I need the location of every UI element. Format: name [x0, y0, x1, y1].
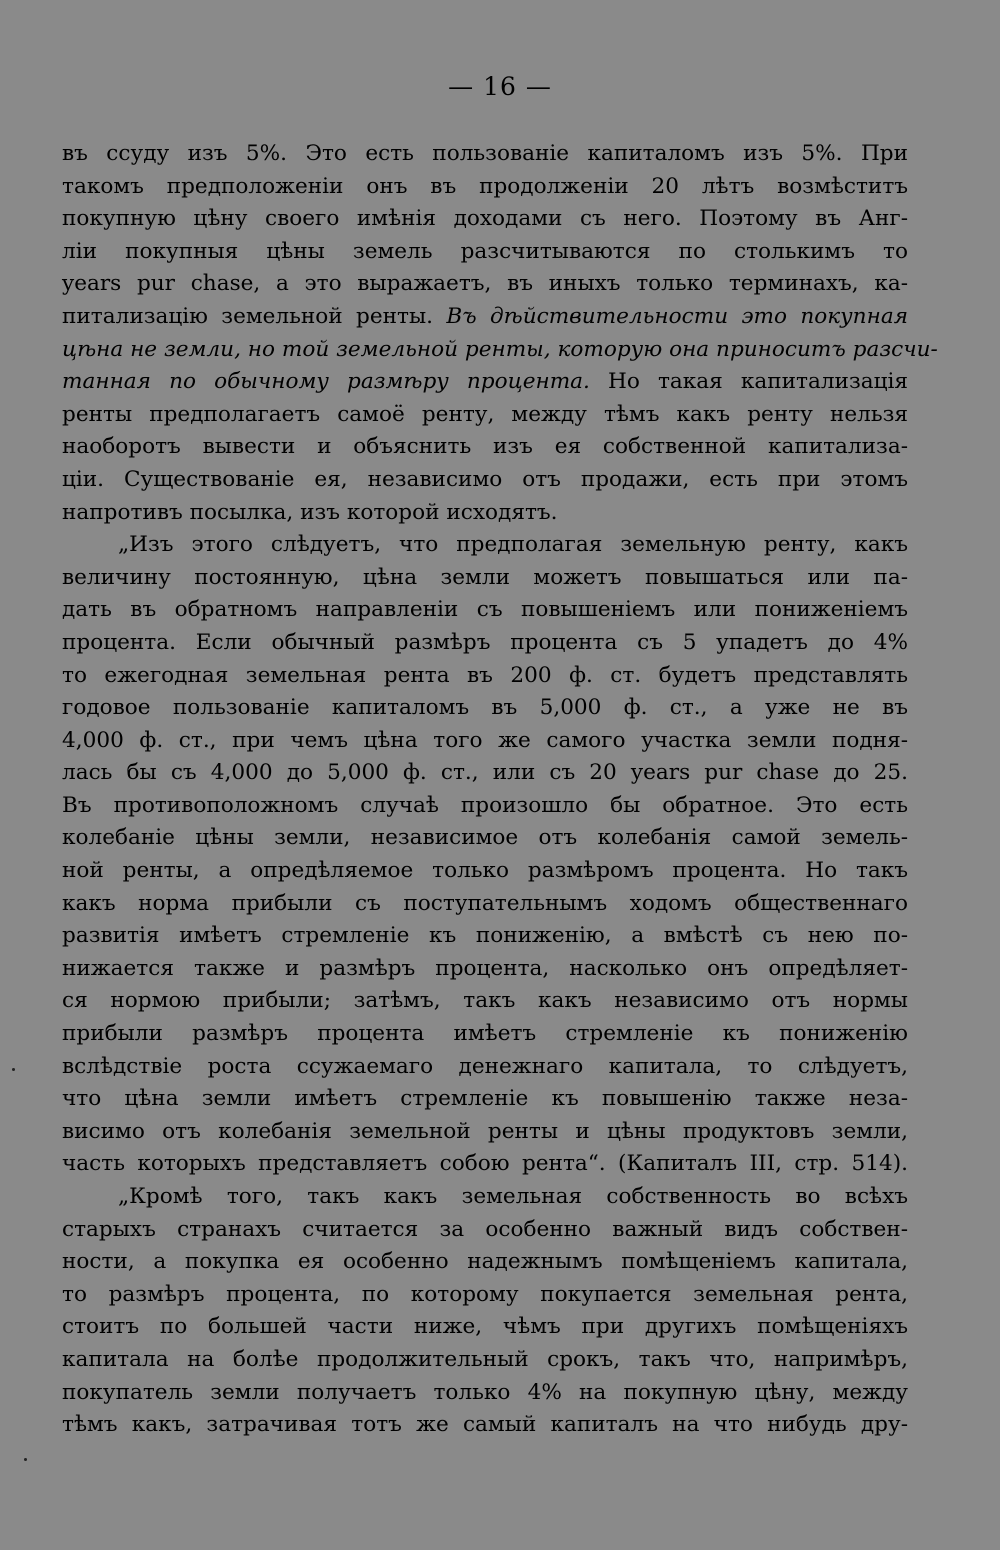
line-text: въ ссуду изъ 5%. Это есть пользованіе капиталомъ изъ 5%. При [62, 141, 908, 166]
line-text: такомъ предположеніи онъ въ продолженіи 20 лѣтъ возмѣститъ [62, 173, 908, 199]
text-line [62, 1051, 908, 1084]
line-text: вслѣдствіе роста ссужаемаго денежнаго капитала, то слѣдуетъ, [62, 1053, 908, 1079]
line-text: старыхъ странахъ считается за особенно важный видъ собствен- [62, 1216, 908, 1242]
text-line [62, 594, 908, 627]
line-text: „Изъ этого слѣдуетъ, что предполагая земельную ренту, какъ [118, 532, 908, 558]
line-text: years pur chase, а это выражаетъ, въ иныхъ только терминахъ, ка- [62, 271, 908, 297]
text-line [62, 268, 908, 301]
text-line [62, 399, 908, 432]
text-line [62, 692, 908, 725]
text-line [62, 334, 938, 367]
line-text: ціи. Существованіе ея, независимо отъ продажи, есть при этомъ [62, 466, 908, 492]
text-line [62, 171, 908, 204]
line-text: 4,000 ф. ст., при чемъ цѣна того же самого участка земли подня- [62, 727, 908, 753]
text-line [62, 1246, 908, 1279]
line-text: капитала на болѣе продолжительный срокъ, такъ что, напримѣръ, [62, 1346, 908, 1372]
line-text: лась бы съ 4,000 до 5,000 ф. ст., или съ 20 years pur chase до 25. [62, 760, 908, 786]
text-line [62, 366, 908, 399]
line-text: покупатель земли получаетъ только 4% на покупную цѣну, между [62, 1379, 908, 1405]
line-text: ліи покупныя цѣны земель разсчитываются по столькимъ то [62, 238, 908, 264]
text-line [62, 1116, 908, 1149]
text-line [62, 888, 908, 921]
line-text: Въ противоположномъ случаѣ произошло бы обратное. Это есть [62, 792, 908, 818]
line-text: ренты предполагаетъ самоё ренту, между тѣмъ какъ ренту нельзя [62, 401, 908, 427]
text-line [62, 855, 908, 888]
line-text: покупную цѣну своего имѣнія доходами съ него. Поэтому въ Анг- [62, 206, 908, 232]
text-line [62, 497, 908, 530]
text-line [62, 1344, 908, 1377]
text-line [62, 301, 908, 334]
text-line [62, 627, 908, 660]
scan-speck [24, 1458, 27, 1461]
line-text: колебаніе цѣны земли, независимое отъ колебанія самой земель- [62, 825, 908, 851]
line-text: Но такая капитализація [589, 369, 909, 395]
line-text: часть которыхъ представляетъ собою рента“. (Капиталъ III, стр. 514). [62, 1151, 908, 1177]
line-text: что цѣна земли имѣетъ стремленіе къ повышенію также неза- [62, 1086, 908, 1112]
line-text: стоитъ по большей части ниже, чѣмъ при другихъ помѣщеніяхъ [62, 1314, 908, 1340]
line-text: ности, а покупка ея особенно надежнымъ помѣщеніемъ капитала, [62, 1249, 908, 1275]
line-text: то размѣръ процента, по которому покупается земельная рента, [62, 1281, 908, 1307]
text-line [62, 1181, 908, 1214]
text-line [62, 790, 908, 823]
line-text: прибыли размѣръ процента имѣетъ стремленіе къ пониженію [62, 1021, 908, 1047]
italic-text: Въ дѣйствительности это покупная [446, 303, 908, 329]
text-line [62, 1018, 908, 1051]
text-line [62, 757, 908, 790]
text-line [62, 1214, 908, 1247]
text-line [62, 1409, 908, 1442]
text-line [62, 464, 908, 497]
text-line [62, 138, 908, 171]
line-text: величину постоянную, цѣна земли можетъ повышаться или па- [62, 564, 908, 590]
line-text: годовое пользованіе капиталомъ въ 5,000 ф. ст., а уже не въ [62, 695, 908, 721]
line-text: какъ норма прибыли съ поступательнымъ ходомъ общественнаго [62, 890, 908, 916]
line-text: ся нормою прибыли; затѣмъ, такъ какъ независимо отъ нормы [62, 988, 908, 1014]
line-text: то ежегодная земельная рента въ 200 ф. ст. будетъ представлять [62, 662, 908, 688]
line-text: нижается также и размѣръ процента, насколько онъ опредѣляет- [62, 955, 908, 981]
italic-text: танная по обычному размѣру процента. [62, 369, 590, 395]
line-text: висимо отъ колебанія земельной ренты и цѣны продуктовъ земли, [62, 1118, 908, 1144]
text-line [62, 953, 908, 986]
text-line [62, 1311, 908, 1344]
line-text: „Кромѣ того, такъ какъ земельная собственность во всѣхъ [118, 1184, 908, 1209]
text-line [62, 1148, 908, 1181]
text-line [62, 529, 908, 562]
text-line [62, 562, 908, 595]
text-line [62, 1279, 908, 1312]
text-line [62, 203, 908, 236]
line-text: питализацію земельной ренты. [62, 303, 447, 329]
line-text: процента. Если обычный размѣръ процента съ 5 упадетъ до 4% [62, 629, 908, 655]
text-line [62, 660, 908, 693]
text-line [62, 1083, 908, 1116]
line-text: напротивъ посылка, изъ которой исходятъ. [62, 499, 558, 525]
line-text: дать въ обратномъ направленіи съ повышеніемъ или пониженіемъ [62, 597, 908, 623]
text-line [62, 822, 908, 855]
line-text: развитія имѣетъ стремленіе къ пониженію, а вмѣстѣ съ нею по- [62, 923, 908, 949]
text-line [62, 985, 908, 1018]
line-text: тѣмъ какъ, затрачивая тотъ же самый капиталъ на что нибудь дру- [62, 1412, 908, 1438]
body-text [62, 138, 938, 1442]
italic-text: цѣна не земли, но той земельной ренты, которую она приноситъ разсчи- [62, 336, 938, 362]
page-number: — 16 — [448, 72, 552, 101]
line-text: ной ренты, а опредѣляемое только размѣромъ процента. Но такъ [62, 858, 908, 884]
text-line [62, 920, 908, 953]
text-line [62, 431, 908, 464]
line-text: наоборотъ вывести и объяснить изъ ея собственной капитализа- [62, 434, 908, 460]
text-line [62, 725, 908, 758]
scan-speck [12, 1068, 15, 1071]
text-line [62, 236, 908, 269]
text-line [62, 1377, 908, 1410]
